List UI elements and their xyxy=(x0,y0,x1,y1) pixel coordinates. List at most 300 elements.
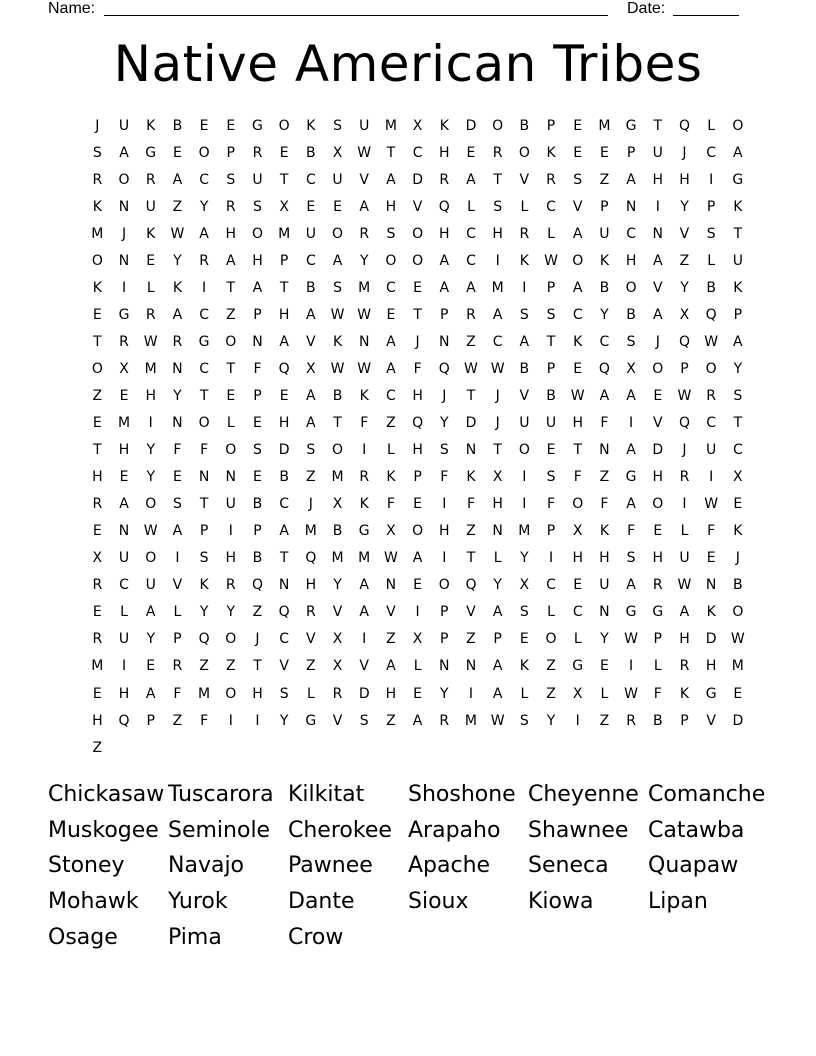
grid-letter[interactable]: G xyxy=(145,144,157,161)
grid-letter[interactable]: V xyxy=(519,387,530,404)
grid-letter[interactable]: J xyxy=(495,415,500,432)
grid-letter[interactable]: S xyxy=(546,469,556,486)
grid-letter[interactable]: O xyxy=(572,252,584,269)
grid-letter[interactable]: Z xyxy=(466,523,476,540)
grid-letter[interactable]: V xyxy=(279,658,289,675)
grid-letter[interactable]: P xyxy=(653,631,662,648)
grid-letter[interactable]: O xyxy=(412,523,424,540)
grid-letter[interactable]: U xyxy=(145,198,156,215)
grid-letter[interactable]: M xyxy=(731,658,744,675)
grid-letter[interactable]: M xyxy=(598,117,611,134)
grid-letter[interactable]: P xyxy=(680,360,689,377)
grid-letter[interactable]: K xyxy=(706,604,716,621)
grid-letter[interactable]: Z xyxy=(546,658,556,675)
grid-letter[interactable]: L xyxy=(387,442,395,459)
grid-letter[interactable]: J xyxy=(655,333,660,350)
grid-letter[interactable]: U xyxy=(599,225,610,242)
grid-letter[interactable]: B xyxy=(733,577,743,594)
grid-letter[interactable]: H xyxy=(278,415,290,432)
grid-letter[interactable]: H xyxy=(652,469,664,486)
grid-letter[interactable]: V xyxy=(332,604,343,621)
grid-letter[interactable]: N xyxy=(278,577,290,594)
grid-letter[interactable]: C xyxy=(386,387,396,404)
grid-letter[interactable]: E xyxy=(226,387,236,404)
grid-letter[interactable]: P xyxy=(440,306,449,323)
grid-letter[interactable]: U xyxy=(652,144,663,161)
grid-letter[interactable]: T xyxy=(386,144,396,161)
grid-letter[interactable]: P xyxy=(626,144,636,161)
grid-letter[interactable]: V xyxy=(306,631,316,648)
grid-letter[interactable]: G xyxy=(572,658,584,675)
grid-letter[interactable]: C xyxy=(466,252,476,269)
grid-letter[interactable]: E xyxy=(413,279,423,296)
grid-letter[interactable]: C xyxy=(412,144,423,161)
grid-letter[interactable]: E xyxy=(253,415,262,432)
grid-letter[interactable]: K xyxy=(146,117,156,134)
grid-letter[interactable]: L xyxy=(226,415,235,432)
grid-letter[interactable]: I xyxy=(255,712,260,729)
grid-letter[interactable]: J xyxy=(308,496,313,513)
grid-letter[interactable]: E xyxy=(226,117,236,134)
grid-letter[interactable]: K xyxy=(519,658,529,675)
grid-letter[interactable]: J xyxy=(442,387,447,404)
grid-letter[interactable]: F xyxy=(173,685,182,702)
grid-letter[interactable]: U xyxy=(252,171,263,188)
grid-letter[interactable]: R xyxy=(145,171,156,188)
grid-letter[interactable]: B xyxy=(652,712,663,729)
grid-letter[interactable]: P xyxy=(546,117,556,134)
grid-letter[interactable]: C xyxy=(279,631,290,648)
grid-letter[interactable]: C xyxy=(626,225,636,242)
grid-letter[interactable]: M xyxy=(278,225,291,242)
grid-letter[interactable]: M xyxy=(464,712,478,729)
grid-letter[interactable]: F xyxy=(600,496,609,513)
grid-letter[interactable]: R xyxy=(172,658,183,675)
grid-letter[interactable]: K xyxy=(519,252,529,269)
grid-letter[interactable]: O xyxy=(518,442,530,459)
grid-letter[interactable]: O xyxy=(492,117,504,134)
grid-letter[interactable]: W xyxy=(357,306,372,323)
grid-letter[interactable]: N xyxy=(439,658,450,675)
grid-letter[interactable]: A xyxy=(466,279,476,296)
grid-letter[interactable]: A xyxy=(626,171,636,188)
grid-letter[interactable]: Y xyxy=(440,415,449,432)
grid-letter[interactable]: Q xyxy=(251,577,263,594)
grid-letter[interactable]: H xyxy=(679,631,690,648)
grid-letter[interactable]: A xyxy=(279,333,289,350)
grid-letter[interactable]: H xyxy=(385,198,397,215)
grid-letter[interactable]: A xyxy=(626,387,636,404)
grid-letter[interactable]: L xyxy=(707,252,716,269)
grid-letter[interactable]: E xyxy=(199,117,209,134)
grid-letter[interactable]: T xyxy=(733,225,743,242)
grid-letter[interactable]: K xyxy=(733,279,743,296)
grid-letter[interactable]: W xyxy=(143,523,158,540)
grid-letter[interactable]: E xyxy=(573,577,583,594)
grid-letter[interactable]: A xyxy=(306,387,316,404)
grid-letter[interactable]: W xyxy=(330,360,345,377)
grid-letter[interactable]: T xyxy=(93,442,102,459)
grid-letter[interactable]: T xyxy=(226,360,236,377)
grid-letter[interactable]: O xyxy=(545,631,557,648)
grid-letter[interactable]: D xyxy=(465,117,477,134)
grid-letter[interactable]: E xyxy=(706,550,716,567)
grid-letter[interactable]: W xyxy=(624,631,639,648)
grid-letter[interactable]: I xyxy=(362,442,367,459)
grid-letter[interactable]: A xyxy=(119,496,129,513)
grid-letter[interactable]: I xyxy=(121,658,127,675)
grid-letter[interactable]: I xyxy=(468,685,474,702)
grid-letter[interactable]: B xyxy=(599,279,610,296)
grid-letter[interactable]: S xyxy=(279,685,289,702)
grid-letter[interactable]: H xyxy=(572,415,583,432)
grid-letter[interactable]: C xyxy=(199,360,209,377)
grid-letter[interactable]: W xyxy=(544,252,558,269)
grid-letter[interactable]: V xyxy=(652,415,663,432)
grid-letter[interactable]: A xyxy=(359,604,369,621)
grid-letter[interactable]: Z xyxy=(172,198,183,215)
grid-letter[interactable]: Z xyxy=(599,171,610,188)
grid-letter[interactable]: Q xyxy=(278,604,290,621)
grid-letter[interactable]: A xyxy=(626,496,636,513)
grid-letter[interactable]: Y xyxy=(520,550,529,567)
grid-letter[interactable]: L xyxy=(173,604,182,621)
grid-letter[interactable]: P xyxy=(279,252,289,269)
grid-letter[interactable]: N xyxy=(439,333,450,350)
grid-letter[interactable]: T xyxy=(546,333,556,350)
grid-letter[interactable]: E xyxy=(466,144,476,161)
grid-letter[interactable]: G xyxy=(625,469,637,486)
grid-letter[interactable]: W xyxy=(624,685,639,702)
grid-letter[interactable]: V xyxy=(519,171,530,188)
grid-letter[interactable]: P xyxy=(706,198,716,215)
grid-letter[interactable]: O xyxy=(91,360,103,377)
grid-letter[interactable]: K xyxy=(172,279,182,296)
grid-letter[interactable]: H xyxy=(599,550,610,567)
grid-letter[interactable]: E xyxy=(573,360,583,377)
grid-letter[interactable]: N xyxy=(252,333,263,350)
grid-letter[interactable]: R xyxy=(199,252,209,269)
grid-letter[interactable]: I xyxy=(629,658,634,675)
date-blank-line[interactable] xyxy=(673,15,739,16)
grid-letter[interactable]: W xyxy=(330,306,345,323)
grid-letter[interactable]: F xyxy=(653,685,662,702)
grid-letter[interactable]: M xyxy=(491,279,504,296)
grid-letter[interactable]: T xyxy=(466,550,476,567)
grid-letter[interactable]: A xyxy=(733,333,743,350)
grid-letter[interactable]: W xyxy=(677,387,692,404)
grid-letter[interactable]: A xyxy=(652,306,663,323)
grid-letter[interactable]: I xyxy=(709,171,714,188)
grid-letter[interactable]: L xyxy=(146,279,155,296)
grid-letter[interactable]: S xyxy=(626,333,636,350)
grid-letter[interactable]: B xyxy=(519,117,530,134)
grid-letter[interactable]: K xyxy=(733,523,743,540)
grid-letter[interactable]: Y xyxy=(199,198,209,215)
grid-letter[interactable]: L xyxy=(493,550,502,567)
grid-letter[interactable]: O xyxy=(412,252,424,269)
grid-letter[interactable]: S xyxy=(386,225,396,242)
grid-letter[interactable]: W xyxy=(704,333,719,350)
grid-letter[interactable]: T xyxy=(199,387,209,404)
grid-letter[interactable]: E xyxy=(413,685,423,702)
grid-letter[interactable]: S xyxy=(439,442,449,459)
grid-letter[interactable]: S xyxy=(253,198,262,215)
grid-letter[interactable]: Z xyxy=(92,387,103,404)
grid-letter[interactable]: X xyxy=(279,198,289,215)
grid-letter[interactable]: Y xyxy=(199,604,209,621)
grid-letter[interactable]: S xyxy=(573,171,583,188)
grid-letter[interactable]: I xyxy=(228,523,233,540)
grid-letter[interactable]: S xyxy=(172,496,182,513)
grid-letter[interactable]: K xyxy=(733,198,743,215)
grid-letter[interactable]: L xyxy=(467,198,475,215)
grid-letter[interactable]: F xyxy=(413,360,422,377)
grid-letter[interactable]: A xyxy=(252,279,263,296)
grid-letter[interactable]: R xyxy=(359,469,370,486)
grid-letter[interactable]: W xyxy=(170,225,185,242)
grid-letter[interactable]: A xyxy=(359,577,369,594)
grid-letter[interactable]: Q xyxy=(705,306,717,323)
grid-letter[interactable]: K xyxy=(599,252,609,269)
grid-letter[interactable]: H xyxy=(92,469,103,486)
grid-letter[interactable]: V xyxy=(359,171,369,188)
grid-letter[interactable]: O xyxy=(198,144,210,161)
grid-letter[interactable]: C xyxy=(572,306,583,323)
grid-letter[interactable]: R xyxy=(519,225,530,242)
grid-letter[interactable]: A xyxy=(119,144,129,161)
grid-letter[interactable]: W xyxy=(357,360,372,377)
grid-letter[interactable]: E xyxy=(119,387,129,404)
grid-letter[interactable]: N xyxy=(465,442,477,459)
grid-letter[interactable]: I xyxy=(495,252,500,269)
grid-letter[interactable]: L xyxy=(707,117,716,134)
grid-letter[interactable]: A xyxy=(679,604,690,621)
grid-letter[interactable]: P xyxy=(226,144,235,161)
grid-letter[interactable]: Y xyxy=(600,306,609,323)
grid-letter[interactable]: A xyxy=(332,252,343,269)
grid-letter[interactable]: E xyxy=(279,144,289,161)
grid-letter[interactable]: A xyxy=(626,577,636,594)
grid-letter[interactable]: R xyxy=(706,387,717,404)
grid-letter[interactable]: C xyxy=(546,198,556,215)
grid-letter[interactable]: S xyxy=(92,144,102,161)
grid-letter[interactable]: E xyxy=(172,144,182,161)
grid-letter[interactable]: T xyxy=(333,415,342,432)
grid-letter[interactable]: J xyxy=(121,225,127,242)
grid-letter[interactable]: A xyxy=(626,442,636,459)
grid-letter[interactable]: E xyxy=(599,658,609,675)
grid-letter[interactable]: P xyxy=(440,604,449,621)
grid-letter[interactable]: C xyxy=(466,225,476,242)
grid-letter[interactable]: M xyxy=(331,469,344,486)
grid-letter[interactable]: P xyxy=(680,712,689,729)
grid-letter[interactable]: B xyxy=(306,144,316,161)
grid-letter[interactable]: X xyxy=(679,306,690,323)
grid-letter[interactable]: U xyxy=(332,171,343,188)
grid-letter[interactable]: E xyxy=(519,631,529,648)
grid-letter[interactable]: F xyxy=(547,496,556,513)
grid-letter[interactable]: H xyxy=(705,658,717,675)
grid-letter[interactable]: H xyxy=(492,496,503,513)
grid-letter[interactable]: W xyxy=(490,360,505,377)
grid-letter[interactable]: R xyxy=(679,658,690,675)
grid-letter[interactable]: U xyxy=(732,252,743,269)
grid-letter[interactable]: M xyxy=(198,685,211,702)
grid-letter[interactable]: I xyxy=(148,415,153,432)
grid-letter[interactable]: Z xyxy=(679,252,690,269)
grid-letter[interactable]: U xyxy=(599,577,610,594)
grid-letter[interactable]: E xyxy=(653,387,663,404)
grid-letter[interactable]: X xyxy=(492,469,503,486)
grid-letter[interactable]: Z xyxy=(92,739,103,756)
grid-letter[interactable]: F xyxy=(440,469,449,486)
grid-letter[interactable]: B xyxy=(172,117,183,134)
grid-letter[interactable]: R xyxy=(92,496,103,513)
grid-letter[interactable]: K xyxy=(679,685,690,702)
grid-letter[interactable]: M xyxy=(304,523,317,540)
grid-letter[interactable]: O xyxy=(625,279,637,296)
grid-letter[interactable]: N xyxy=(652,225,664,242)
grid-letter[interactable]: O xyxy=(91,252,103,269)
grid-letter[interactable]: V xyxy=(572,198,583,215)
grid-letter[interactable]: B xyxy=(332,523,343,540)
grid-letter[interactable]: E xyxy=(573,144,583,161)
grid-letter[interactable]: Y xyxy=(733,360,743,377)
grid-letter[interactable]: N xyxy=(118,198,130,215)
grid-letter[interactable]: M xyxy=(91,658,104,675)
grid-letter[interactable]: V xyxy=(706,712,716,729)
grid-letter[interactable]: T xyxy=(279,171,289,188)
grid-letter[interactable]: A xyxy=(412,712,423,729)
grid-letter[interactable]: H xyxy=(385,685,397,702)
grid-letter[interactable]: E xyxy=(413,496,423,513)
grid-letter[interactable]: U xyxy=(118,550,130,567)
grid-letter[interactable]: O xyxy=(225,333,237,350)
grid-letter[interactable]: L xyxy=(520,198,529,215)
grid-letter[interactable]: G xyxy=(198,333,210,350)
grid-letter[interactable]: A xyxy=(386,171,396,188)
grid-letter[interactable]: J xyxy=(415,333,420,350)
grid-letter[interactable]: S xyxy=(546,306,556,323)
grid-letter[interactable]: H xyxy=(679,171,690,188)
grid-letter[interactable]: S xyxy=(226,171,236,188)
grid-letter[interactable]: A xyxy=(466,171,476,188)
grid-letter[interactable]: V xyxy=(332,712,343,729)
grid-letter[interactable]: H xyxy=(652,171,664,188)
grid-letter[interactable]: C xyxy=(199,171,209,188)
grid-letter[interactable]: U xyxy=(118,631,130,648)
grid-letter[interactable]: B xyxy=(626,306,636,323)
grid-letter[interactable]: G xyxy=(305,712,317,729)
grid-letter[interactable]: F xyxy=(573,469,582,486)
grid-letter[interactable]: P xyxy=(546,360,556,377)
grid-letter[interactable]: C xyxy=(305,252,316,269)
grid-letter[interactable]: I xyxy=(548,550,554,567)
grid-letter[interactable]: Z xyxy=(466,631,476,648)
grid-letter[interactable]: E xyxy=(599,144,609,161)
grid-letter[interactable]: T xyxy=(226,279,236,296)
grid-letter[interactable]: C xyxy=(119,577,129,594)
grid-letter[interactable]: A xyxy=(572,225,583,242)
name-blank-line[interactable] xyxy=(104,15,608,16)
grid-letter[interactable]: M xyxy=(358,279,371,296)
grid-letter[interactable]: L xyxy=(600,685,609,702)
grid-letter[interactable]: T xyxy=(653,117,663,134)
grid-letter[interactable]: O xyxy=(332,225,344,242)
grid-letter[interactable]: E xyxy=(653,523,663,540)
grid-letter[interactable]: Q xyxy=(678,415,690,432)
grid-letter[interactable]: S xyxy=(359,712,369,729)
grid-letter[interactable]: O xyxy=(705,360,717,377)
grid-letter[interactable]: T xyxy=(466,387,476,404)
grid-letter[interactable]: H xyxy=(225,225,237,242)
grid-letter[interactable]: O xyxy=(652,496,664,513)
grid-letter[interactable]: K xyxy=(92,279,102,296)
grid-letter[interactable]: W xyxy=(570,387,585,404)
grid-letter[interactable]: Z xyxy=(252,604,263,621)
grid-letter[interactable]: X xyxy=(332,144,343,161)
grid-letter[interactable]: P xyxy=(253,306,262,323)
grid-letter[interactable]: H xyxy=(278,306,290,323)
grid-letter[interactable]: E xyxy=(279,387,289,404)
grid-letter[interactable]: S xyxy=(733,387,743,404)
grid-letter[interactable]: X xyxy=(119,360,129,377)
grid-letter[interactable]: Y xyxy=(173,252,182,269)
grid-letter[interactable]: Z xyxy=(225,658,236,675)
grid-letter[interactable]: J xyxy=(495,387,500,404)
grid-letter[interactable]: F xyxy=(707,523,716,540)
grid-letter[interactable]: A xyxy=(386,360,396,377)
grid-letter[interactable]: A xyxy=(172,171,183,188)
grid-letter[interactable]: G xyxy=(652,604,664,621)
grid-letter[interactable]: G xyxy=(625,117,637,134)
grid-letter[interactable]: M xyxy=(144,360,157,377)
grid-letter[interactable]: D xyxy=(278,442,290,459)
grid-letter[interactable]: O xyxy=(732,604,744,621)
grid-letter[interactable]: F xyxy=(627,523,636,540)
grid-letter[interactable]: U xyxy=(545,415,557,432)
grid-letter[interactable]: B xyxy=(706,279,716,296)
grid-letter[interactable]: L xyxy=(653,658,662,675)
grid-letter[interactable]: F xyxy=(600,415,609,432)
grid-letter[interactable]: B xyxy=(519,360,530,377)
grid-letter[interactable]: H xyxy=(305,577,317,594)
grid-letter[interactable]: R xyxy=(225,198,236,215)
grid-letter[interactable]: R xyxy=(626,712,636,729)
grid-letter[interactable]: A xyxy=(599,387,610,404)
grid-letter[interactable]: N xyxy=(172,360,183,377)
grid-letter[interactable]: P xyxy=(600,198,609,215)
grid-letter[interactable]: H xyxy=(118,685,130,702)
grid-letter[interactable]: H xyxy=(652,550,664,567)
grid-letter[interactable]: D xyxy=(358,685,370,702)
grid-letter[interactable]: R xyxy=(439,171,450,188)
grid-letter[interactable]: E xyxy=(413,577,423,594)
grid-letter[interactable]: S xyxy=(333,117,342,134)
grid-letter[interactable]: I xyxy=(575,712,580,729)
grid-letter[interactable]: A xyxy=(172,306,183,323)
grid-letter[interactable]: U xyxy=(519,415,530,432)
grid-letter[interactable]: Q xyxy=(678,333,690,350)
grid-letter[interactable]: I xyxy=(682,496,687,513)
grid-letter[interactable]: R xyxy=(119,333,129,350)
grid-letter[interactable]: S xyxy=(333,279,342,296)
grid-letter[interactable]: N xyxy=(705,577,717,594)
grid-letter[interactable]: U xyxy=(359,117,370,134)
grid-letter[interactable]: W xyxy=(677,577,692,594)
grid-letter[interactable]: A xyxy=(306,306,316,323)
